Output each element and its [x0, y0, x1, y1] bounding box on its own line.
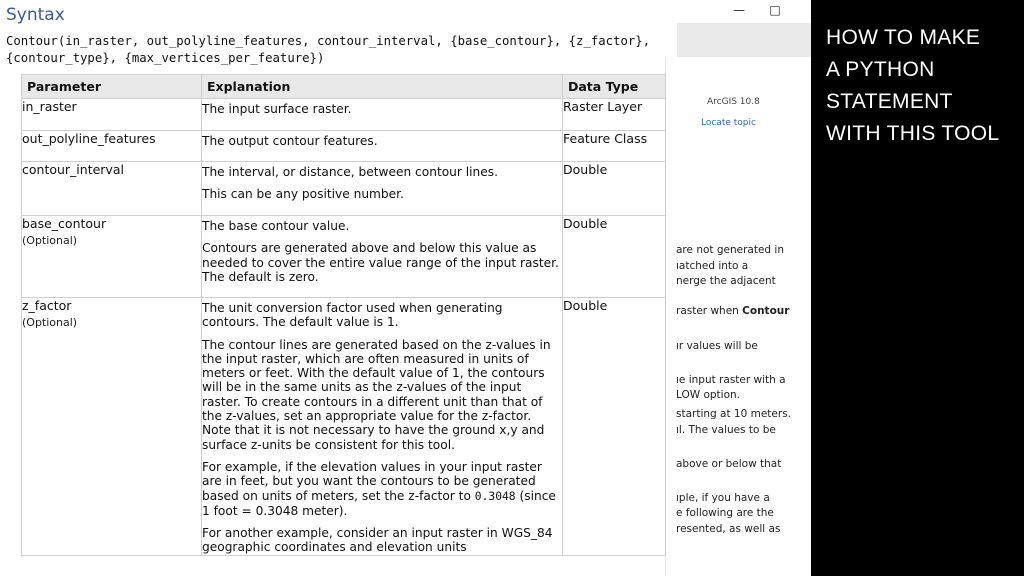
help-text-line: e following are the [676, 507, 774, 519]
optional-label: (Optional) [22, 234, 78, 247]
help-window [665, 0, 811, 576]
parameter-cell [22, 131, 202, 162]
help-window-toolbar [677, 23, 811, 57]
help-text-line: nerge the adjacent [676, 275, 776, 287]
version-label: ArcGIS 10.8 [707, 97, 760, 107]
table-row [22, 216, 666, 298]
table-header-row [22, 75, 666, 99]
header-explanation: Explanation [202, 75, 563, 99]
help-text-line: ıple, if you have a [676, 492, 770, 504]
explanation-cell [202, 99, 563, 131]
help-text-line: starting at 10 meters. [676, 408, 792, 420]
explanation-cell [202, 298, 563, 556]
slide-title [826, 22, 1021, 150]
parameter-cell [22, 99, 202, 131]
help-window-titlebar [665, 0, 811, 22]
explanation-paragraph: The output contour features. [202, 134, 378, 148]
table-row [22, 131, 666, 162]
explanation-paragraph: The unit conversion factor used when generating contours. The default value is 1. [202, 301, 503, 330]
data-type-cell: Feature Class [563, 131, 666, 162]
table-row [22, 99, 666, 131]
header-parameter: Parameter [22, 75, 202, 99]
slide-title-line: WITH THIS TOOL [826, 122, 1000, 145]
tool-signature: Contour(in_raster, out_polyline_features, contour_interval, {base_contour}, {z_factor}, {contour_type}, {max_vertices_per_feature}) [6, 34, 651, 65]
parameter-name: base_contour [22, 216, 107, 231]
help-text-line: ıatched into a [676, 260, 749, 272]
explanation-paragraph: The contour lines are generated based on the z-values in the input raster, which are often measured in units of meters or feet. With the default value of 1, the contours will be in the same units as the z-values of the input raster. To create contours in a different unit than that of the z-values, set an appropriate value for the z-factor. Note that it is not necessary to have the ground x,y and surface z-units be consistent for this tool. [202, 337, 551, 452]
explanation-paragraph: The base contour value. [202, 219, 350, 233]
help-text-line: resented, as well as [676, 523, 781, 535]
help-text-line: above or below that [676, 458, 782, 470]
explanation-paragraph: For example, if the elevation values in your input raster are in feet, but you want the contours to be generated based on units of meters, set the z-factor to 0.3048 (since 1 foot = 0.3048 meter). [202, 459, 556, 518]
help-text-line: ıl. The values to be [676, 424, 776, 436]
parameter-cell [22, 216, 202, 298]
parameter-name: z_factor [22, 298, 72, 313]
explanation-cell [202, 216, 563, 298]
title-panel [811, 0, 1024, 576]
parameter-cell [22, 298, 202, 556]
table-row [22, 162, 666, 216]
data-type-cell: Double [563, 216, 666, 298]
header-data-type: Data Type [563, 75, 666, 99]
parameters-table [21, 74, 666, 556]
explanation-paragraph: For another example, consider an input raster in WGS_84 geographic coordinates and elevation units [202, 526, 553, 555]
explanation-paragraph: The input surface raster. [202, 102, 352, 116]
help-text-line: are not generated in [676, 244, 784, 256]
code-literal: 0.3048 [474, 489, 516, 503]
help-text-line: ıe input raster with a [676, 374, 786, 386]
parameter-name: out_polyline_features [22, 131, 156, 146]
explanation-paragraph: This can be any positive number. [202, 187, 404, 202]
optional-label: (Optional) [22, 316, 78, 329]
data-type-cell: Double [563, 162, 666, 216]
slide-title-line: A PYTHON [826, 58, 935, 81]
help-text-line: raster when Contour [676, 305, 790, 317]
explanation-paragraph: The interval, or distance, between contour lines. [202, 165, 499, 179]
table-row [22, 298, 666, 556]
contour-keyword: Contour [742, 305, 790, 317]
data-type-cell: Double [563, 298, 666, 556]
slide-title-line: HOW TO MAKE [826, 26, 981, 49]
syntax-heading: Syntax [6, 5, 65, 25]
data-type-cell: Raster Layer [563, 99, 666, 131]
parameter-name: contour_interval [22, 162, 124, 177]
minimize-button[interactable]: — [733, 3, 745, 17]
parameter-cell [22, 162, 202, 216]
locate-topic-link[interactable]: Locate topic [701, 118, 756, 128]
slide-title-line: STATEMENT [826, 90, 953, 113]
help-text-line: ır values will be [676, 340, 758, 352]
maximize-button[interactable]: □ [769, 3, 781, 17]
parameter-name: in_raster [22, 99, 77, 114]
explanation-paragraph: Contours are generated above and below this value as needed to cover the entire value range of the input raster. The default is zero. [202, 241, 559, 284]
explanation-cell [202, 162, 563, 216]
explanation-cell [202, 131, 563, 162]
help-text-line: LOW option. [676, 389, 740, 401]
